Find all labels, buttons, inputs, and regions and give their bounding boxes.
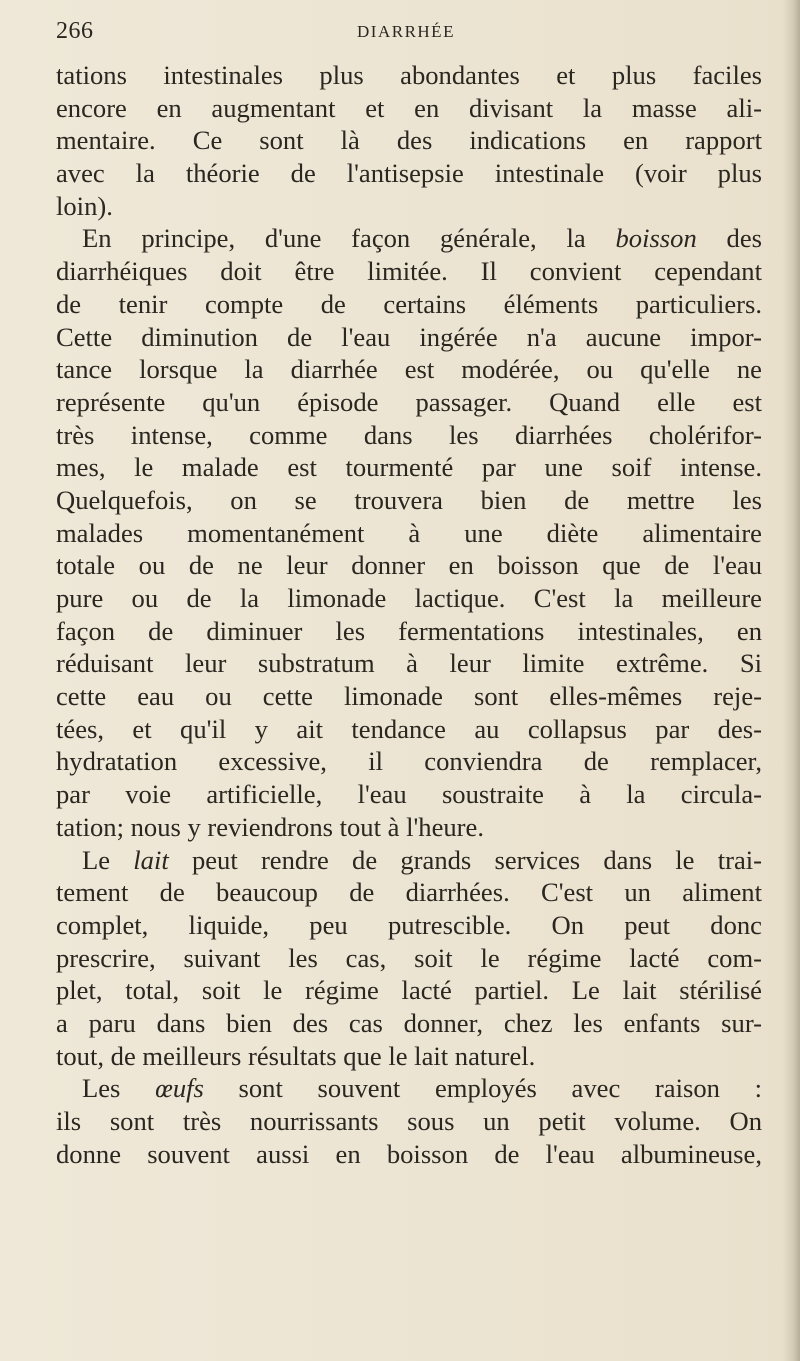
text-line: façon de diminuer les fermentations intestinales, en	[56, 615, 762, 646]
text-line: a paru dans bien des cas donner, chez les enfants sur-	[56, 1007, 762, 1038]
text-line: hydratation excessive, il conviendra de remplacer,	[56, 746, 762, 777]
running-head	[56, 14, 756, 48]
text-line: complet, liquide, peu putrescible. On peut donc	[56, 909, 762, 940]
text-line: de tenir compte de certains éléments particuliers.	[56, 288, 762, 319]
text-line: tance lorsque la diarrhée est modérée, ou qu'elle ne	[56, 354, 762, 385]
body-text	[56, 59, 762, 1170]
text-line: diarrhéiques doit être limitée. Il convient cependant	[56, 256, 762, 287]
text-line: tations intestinales plus abondantes et plus faciles	[56, 60, 762, 90]
text-line: totale ou de ne leur donner en boisson que de l'eau	[56, 550, 762, 581]
text-fragment: En principe, d'une façon générale, la	[82, 223, 616, 254]
text-line: prescrire, suivant les cas, soit le régime lacté com-	[56, 942, 762, 973]
text-line	[56, 1072, 762, 1105]
italic-term-oeufs: œufs	[155, 1073, 204, 1104]
text-line: tement de beaucoup de diarrhées. C'est un aliment	[56, 877, 762, 908]
text-line: pure ou de la limonade lactique. C'est la meilleure	[56, 583, 762, 613]
text-line: tation; nous y reviendrons tout à l'heure.	[56, 811, 484, 842]
text-fragment: Les	[82, 1073, 156, 1104]
text-line: mes, le malade est tourmenté par une soif intense.	[56, 452, 762, 483]
text-line	[56, 222, 762, 255]
text-line: tout, de meilleurs résultats que le lait naturel.	[56, 1040, 536, 1071]
text-line: ils sont très nourrissants sous un petit volume. On	[56, 1106, 762, 1136]
text-line: très intense, comme dans les diarrhées cholérifor-	[56, 419, 762, 450]
text-line: malades momentanément à une diète alimentaire	[56, 517, 762, 548]
text-line: avec la théorie de l'antisepsie intestinale (voir plus	[56, 158, 762, 189]
text-line: loin).	[56, 190, 113, 221]
text-fragment: Le	[82, 844, 134, 875]
text-line: cette eau ou cette limonade sont elles-mêmes reje-	[56, 681, 762, 712]
text-fragment: des	[696, 223, 762, 254]
text-line	[56, 844, 762, 877]
text-line: donne souvent aussi en boisson de l'eau albumineuse,	[56, 1138, 762, 1169]
text-line: réduisant leur substratum à leur limite extrême. Si	[56, 648, 762, 679]
text-line: mentaire. Ce sont là des indications en rapport	[56, 125, 762, 156]
italic-term-lait: lait	[133, 844, 169, 875]
text-line: plet, total, soit le régime lacté partiel. Le lait stérilisé	[56, 975, 762, 1006]
text-line: tées, et qu'il y ait tendance au collapsus par des-	[56, 713, 762, 744]
text-line: par voie artificielle, l'eau soustraite à la circula-	[56, 779, 762, 810]
running-title: DIARRHÉE	[357, 22, 455, 41]
text-line: Quelquefois, on se trouvera bien de mettre les	[56, 484, 762, 515]
text-line: encore en augmentant et en divisant la masse ali-	[56, 92, 762, 123]
italic-term-boisson: boisson	[615, 223, 697, 254]
text-fragment: peut rendre de grands services dans le trai-	[168, 844, 762, 875]
text-fragment: sont souvent employés avec raison :	[203, 1073, 762, 1104]
text-line: représente qu'un épisode passager. Quand elle est	[56, 386, 762, 417]
text-line: Cette diminution de l'eau ingérée n'a aucune impor-	[56, 321, 762, 352]
page-edge-shadow	[782, 0, 800, 1361]
page-number: 266	[56, 18, 94, 44]
